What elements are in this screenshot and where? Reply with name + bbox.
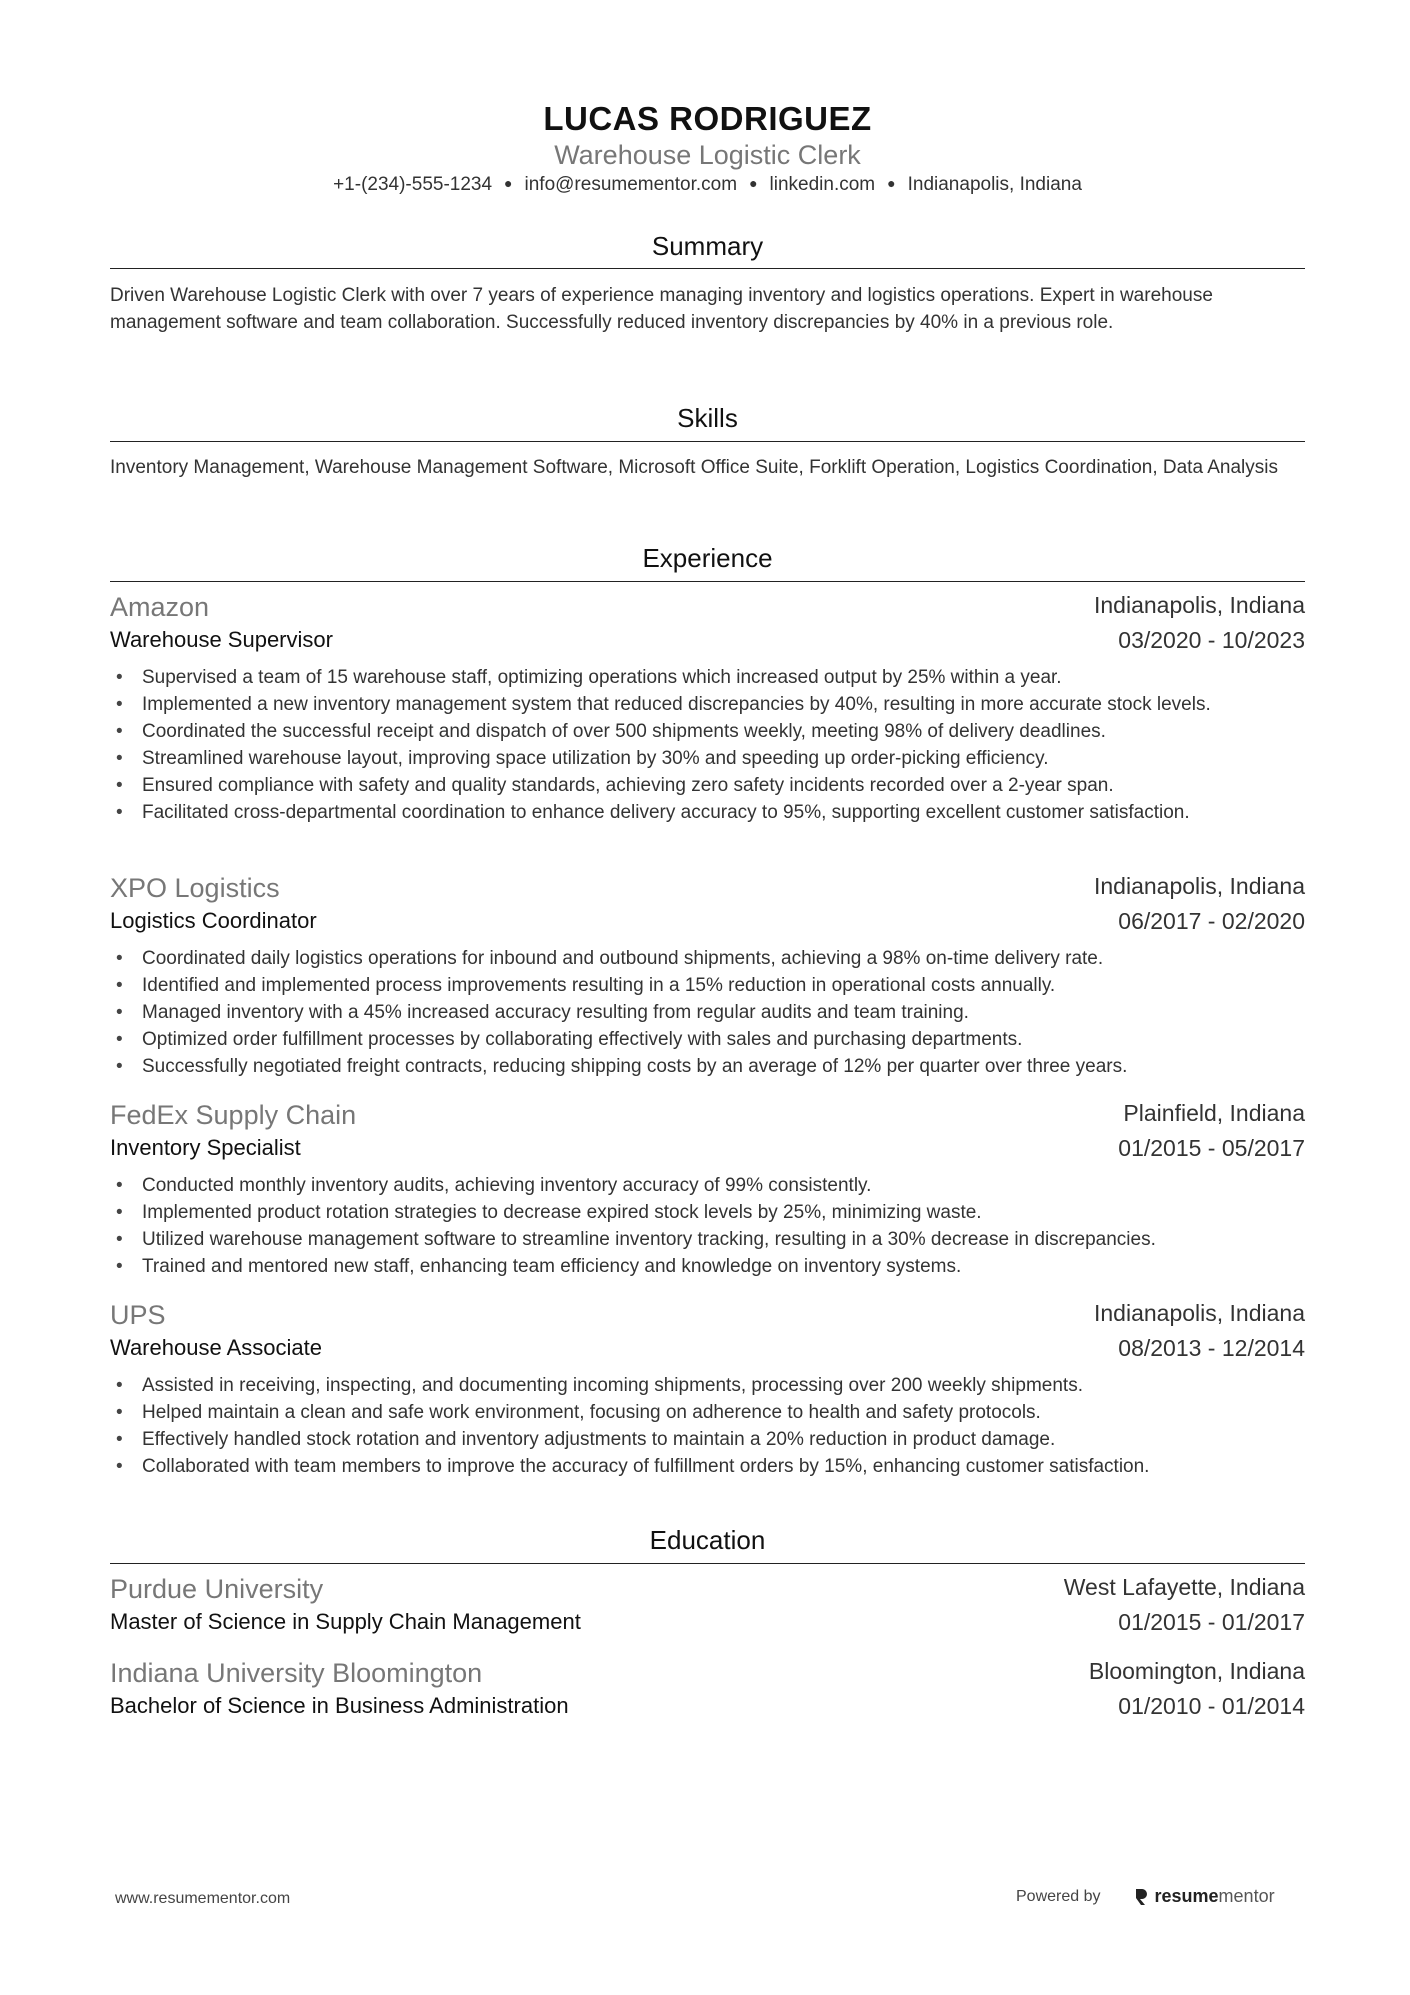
school-location: Bloomington, Indiana — [1088, 1658, 1305, 1684]
school-subheader — [110, 1693, 1305, 1725]
school-degree: Master of Science in Supply Chain Management — [110, 1609, 581, 1634]
job-company: Amazon — [110, 592, 210, 622]
brand-bold: resume — [1154, 1886, 1219, 1906]
school-name: Purdue University — [110, 1574, 324, 1604]
job-dates: 08/2013 - 12/2014 — [1118, 1335, 1305, 1361]
job-dates: 01/2015 - 05/2017 — [1118, 1135, 1305, 1161]
bullet-item: • Helped maintain a clean and safe work environment, focusing on adherence to health and safety protocols. — [110, 1399, 1305, 1426]
school-dates: 01/2015 - 01/2017 — [1118, 1609, 1305, 1635]
bullet-item: • Successfully negotiated freight contracts, reducing shipping costs by an average of 12% per quarter over three years. — [110, 1053, 1305, 1080]
job-company: XPO Logistics — [110, 873, 280, 903]
experience-divider — [110, 581, 1305, 582]
contact-location: Indianapolis, Indiana — [907, 174, 1082, 195]
job-company: FedEx Supply Chain — [110, 1100, 357, 1130]
job-role: Logistics Coordinator — [110, 908, 317, 933]
resumementor-logo-icon — [1133, 1887, 1149, 1907]
bullet-item: • Coordinated the successful receipt and dispatch of over 500 shipments weekly, meeting 98% of delivery deadlines. — [110, 718, 1305, 745]
job-header — [110, 873, 1305, 905]
contact-line — [110, 174, 1305, 196]
job-subheader — [110, 1135, 1305, 1167]
job-role: Warehouse Associate — [110, 1335, 322, 1360]
job-location: Plainfield, Indiana — [1123, 1100, 1305, 1126]
bullet-item: • Collaborated with team members to improve the accuracy of fulfillment orders by 15%, enhancing customer satisfaction. — [110, 1453, 1305, 1480]
contact-email[interactable]: info@resumementor.com — [524, 174, 738, 195]
bullet-item: • Effectively handled stock rotation and inventory adjustments to maintain a 20% reduction in product damage. — [110, 1426, 1305, 1453]
separator-dot: ● — [504, 175, 513, 191]
experience-heading: Experience — [642, 543, 773, 573]
bullet-item: • Supervised a team of 15 warehouse staff, optimizing operations which increased output by 25% within a year. — [110, 664, 1305, 691]
job-location: Indianapolis, Indiana — [1094, 592, 1305, 618]
candidate-name: LUCAS RODRIGUEZ — [543, 100, 872, 137]
contact-phone: +1-(234)-555-1234 — [333, 174, 493, 195]
bullet-item: • Implemented a new inventory management system that reduced discrepancies by 40%, resulting in more accurate stock levels. — [110, 691, 1305, 718]
powered-by-label: Powered by — [1016, 1887, 1101, 1905]
bullet-item: • Assisted in receiving, inspecting, and documenting incoming shipments, processing over 200 weekly shipments. — [110, 1372, 1305, 1399]
skills-divider — [110, 441, 1305, 442]
job-bullets — [110, 1372, 1305, 1480]
school-header — [110, 1658, 1305, 1690]
skills-heading: Skills — [677, 403, 738, 433]
school-header — [110, 1574, 1305, 1606]
bullet-item: • Streamlined warehouse layout, improving space utilization by 30% and speeding up order-picking efficiency. — [110, 745, 1305, 772]
school-subheader — [110, 1609, 1305, 1641]
job-role: Warehouse Supervisor — [110, 627, 333, 652]
job-header — [110, 592, 1305, 624]
job-bullets — [110, 664, 1305, 826]
school-degree: Bachelor of Science in Business Administration — [110, 1693, 569, 1718]
school-dates: 01/2010 - 01/2014 — [1118, 1693, 1305, 1719]
skills-text: Inventory Management, Warehouse Management Software, Microsoft Office Suite, Forklift Operation, Logistics Coordination, Data Analysis — [110, 457, 1278, 478]
separator-dot: ● — [749, 175, 758, 191]
job-dates: 03/2020 - 10/2023 — [1118, 627, 1305, 653]
bullet-item: • Implemented product rotation strategies to decrease expired stock levels by 25%, minimizing waste. — [110, 1199, 1305, 1226]
job-company: UPS — [110, 1300, 166, 1330]
contact-linkedin[interactable]: linkedin.com — [769, 174, 876, 195]
bullet-item: • Conducted monthly inventory audits, achieving inventory accuracy of 99% consistently. — [110, 1172, 1305, 1199]
bullet-item: • Identified and implemented process improvements resulting in a 15% reduction in operational costs annually. — [110, 972, 1305, 999]
footer-website[interactable]: www.resumementor.com — [115, 1890, 291, 1907]
bullet-item: • Optimized order fulfillment processes by collaborating effectively with sales and purchasing departments. — [110, 1026, 1305, 1053]
candidate-title: Warehouse Logistic Clerk — [554, 140, 861, 170]
brand-rest: mentor — [1218, 1886, 1275, 1906]
bullet-item: • Utilized warehouse management software to streamline inventory tracking, resulting in a 30% decrease in discrepancies. — [110, 1226, 1305, 1253]
job-location: Indianapolis, Indiana — [1094, 1300, 1305, 1326]
job-role: Inventory Specialist — [110, 1135, 301, 1160]
job-subheader — [110, 1335, 1305, 1367]
bullet-item: • Coordinated daily logistics operations for inbound and outbound shipments, achieving a 98% on-time delivery rate. — [110, 945, 1305, 972]
job-dates: 06/2017 - 02/2020 — [1118, 908, 1305, 934]
bullet-item: • Trained and mentored new staff, enhancing team efficiency and knowledge on inventory systems. — [110, 1253, 1305, 1280]
job-header — [110, 1100, 1305, 1132]
resumementor-logo[interactable] — [1133, 1886, 1275, 1907]
job-subheader — [110, 908, 1305, 940]
separator-dot: ● — [887, 175, 896, 191]
job-location: Indianapolis, Indiana — [1094, 873, 1305, 899]
job-subheader — [110, 627, 1305, 659]
job-bullets — [110, 945, 1305, 1080]
summary-heading: Summary — [651, 231, 764, 261]
education-divider — [110, 1563, 1305, 1564]
education-heading: Education — [649, 1525, 766, 1555]
summary-divider — [110, 268, 1305, 269]
bullet-item: • Ensured compliance with safety and quality standards, achieving zero safety incidents recorded over a 2-year span. — [110, 772, 1305, 799]
bullet-item: • Managed inventory with a 45% increased accuracy resulting from regular audits and team training. — [110, 999, 1305, 1026]
footer-branding — [1016, 1886, 1275, 1907]
school-location: West Lafayette, Indiana — [1063, 1574, 1305, 1600]
job-header — [110, 1300, 1305, 1332]
summary-text: Driven Warehouse Logistic Clerk with over 7 years of experience managing inventory and logistics operations. Expert in warehouse management software and team collaboration. Successfully reduced inventory discrepancies by 40% in a previous role. — [110, 285, 1213, 333]
job-bullets — [110, 1172, 1305, 1280]
school-name: Indiana University Bloomington — [110, 1658, 483, 1688]
bullet-item: • Facilitated cross-departmental coordination to enhance delivery accuracy to 95%, supporting excellent customer satisfaction. — [110, 799, 1305, 826]
